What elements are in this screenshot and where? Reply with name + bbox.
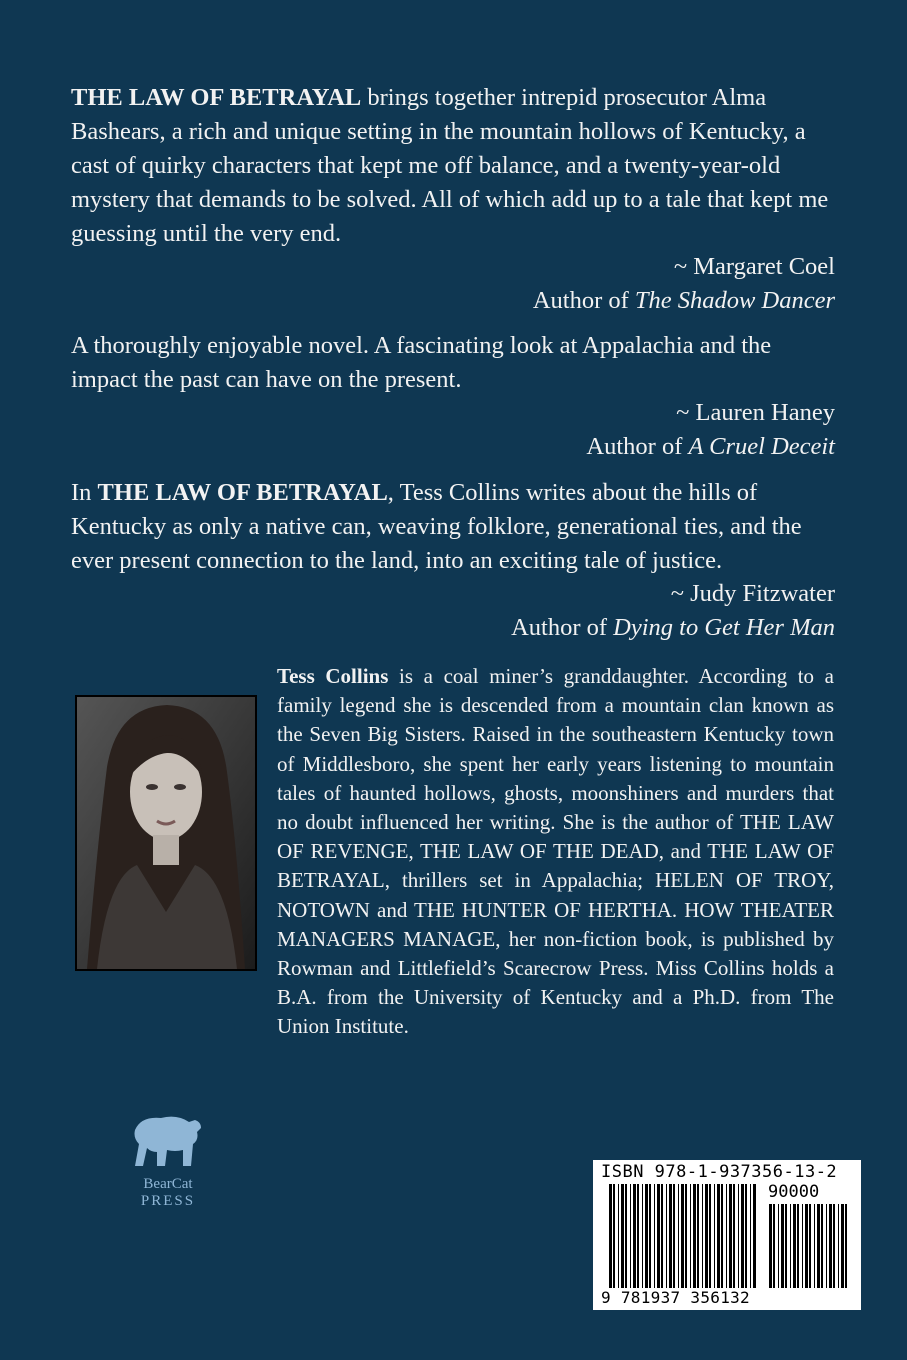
reviewer-credit: Author of Dying to Get Her Man — [511, 614, 835, 641]
review-judy-fitzwater: In THE LAW OF BETRAYAL, Tess Collins writes about the hills of Kentucky as only a native can, weaving folklore, generational ties, and the ever present connection to the land, into an exciting tale of justice. — [71, 479, 802, 574]
isbn-barcode — [593, 1160, 861, 1310]
author-bio — [277, 662, 834, 1042]
attribution-lauren-haney — [586, 396, 835, 464]
reviewer-credit: Author of The Shadow Dancer — [532, 287, 835, 314]
review-text: , Tess Collins writes about the hills of Kentucky as only a native can, weaving folklore, generational ties, and the ever present connection to the land, into an exciting tale of justice. — [71, 479, 802, 574]
publisher-logo — [128, 1110, 208, 1210]
price-barcode-bars — [769, 1204, 849, 1288]
reviewer-name: ~ Margaret Coel — [673, 253, 835, 280]
reviewer-book: The Shadow Dancer — [634, 287, 835, 314]
review-text: A thoroughly enjoyable novel. A fascinating look at Appalachia and the impact the past can have on the present. — [71, 332, 772, 393]
attribution-judy-fitzwater — [511, 577, 835, 645]
review-text: brings together intrepid prosecutor Alma Bashears, a rich and unique setting in the mountain hollows of Kentucky, a cast of quirky characters that kept me off balance, and a twenty-year-old mystery that demands to be solved. All of which add up to a tale that kept me guessing until the very end. — [71, 84, 829, 247]
review-lauren-haney — [71, 329, 835, 397]
author-photo — [75, 695, 257, 971]
barcode-bars — [609, 1184, 759, 1288]
price-code: 90000 — [768, 1182, 820, 1202]
author-name: Tess Collins — [277, 664, 389, 688]
isbn-number: ISBN 978-1-937356-13-2 — [601, 1162, 838, 1182]
bio-text: is a coal miner’s granddaughter. According to a family legend she is descended from a mountain clan known as the Seven Big Sisters. Raised in the southeastern Kentucky town of Middlesboro, she spent her early years listening to mountain tales of haunted hollows, ghosts, moonshiners and murders that no doubt influenced her writing. She is the author of THE LAW OF REVENGE, THE LAW OF THE DEAD, and THE LAW OF BETRAYAL, thrillers set in Appalachia; HELEN OF TROY, NOTOWN and THE HUNTER OF HERTHA. HOW THEATER MANAGERS MANAGE, her non-fiction book, is published by Rowman and Littlefield’s Scarecrow Press. Miss Collins holds a B.A. from the University of Kentucky and a Ph.D. from The Union Institute. — [277, 664, 834, 1039]
reviewer-book: A Cruel Deceit — [688, 433, 835, 460]
publisher-imprint: PRESS — [140, 1193, 196, 1209]
bear-silhouette-icon — [131, 1110, 205, 1170]
attribution-margaret-coel — [533, 250, 835, 318]
reviewer-credit: Author of A Cruel Deceit — [586, 433, 835, 460]
book-title: THE LAW OF BETRAYAL — [71, 84, 362, 111]
reviewer-book: Dying to Get Her Man — [613, 614, 835, 641]
book-title: THE LAW OF BETRAYAL — [97, 479, 388, 506]
publisher-name: BearCat — [143, 1176, 193, 1192]
reviewer-name: ~ Judy Fitzwater — [670, 580, 835, 607]
barcode-digits: 9 781937 356132 — [601, 1288, 750, 1307]
reviewer-name: ~ Lauren Haney — [676, 399, 835, 426]
review-margaret-coel — [71, 81, 835, 251]
